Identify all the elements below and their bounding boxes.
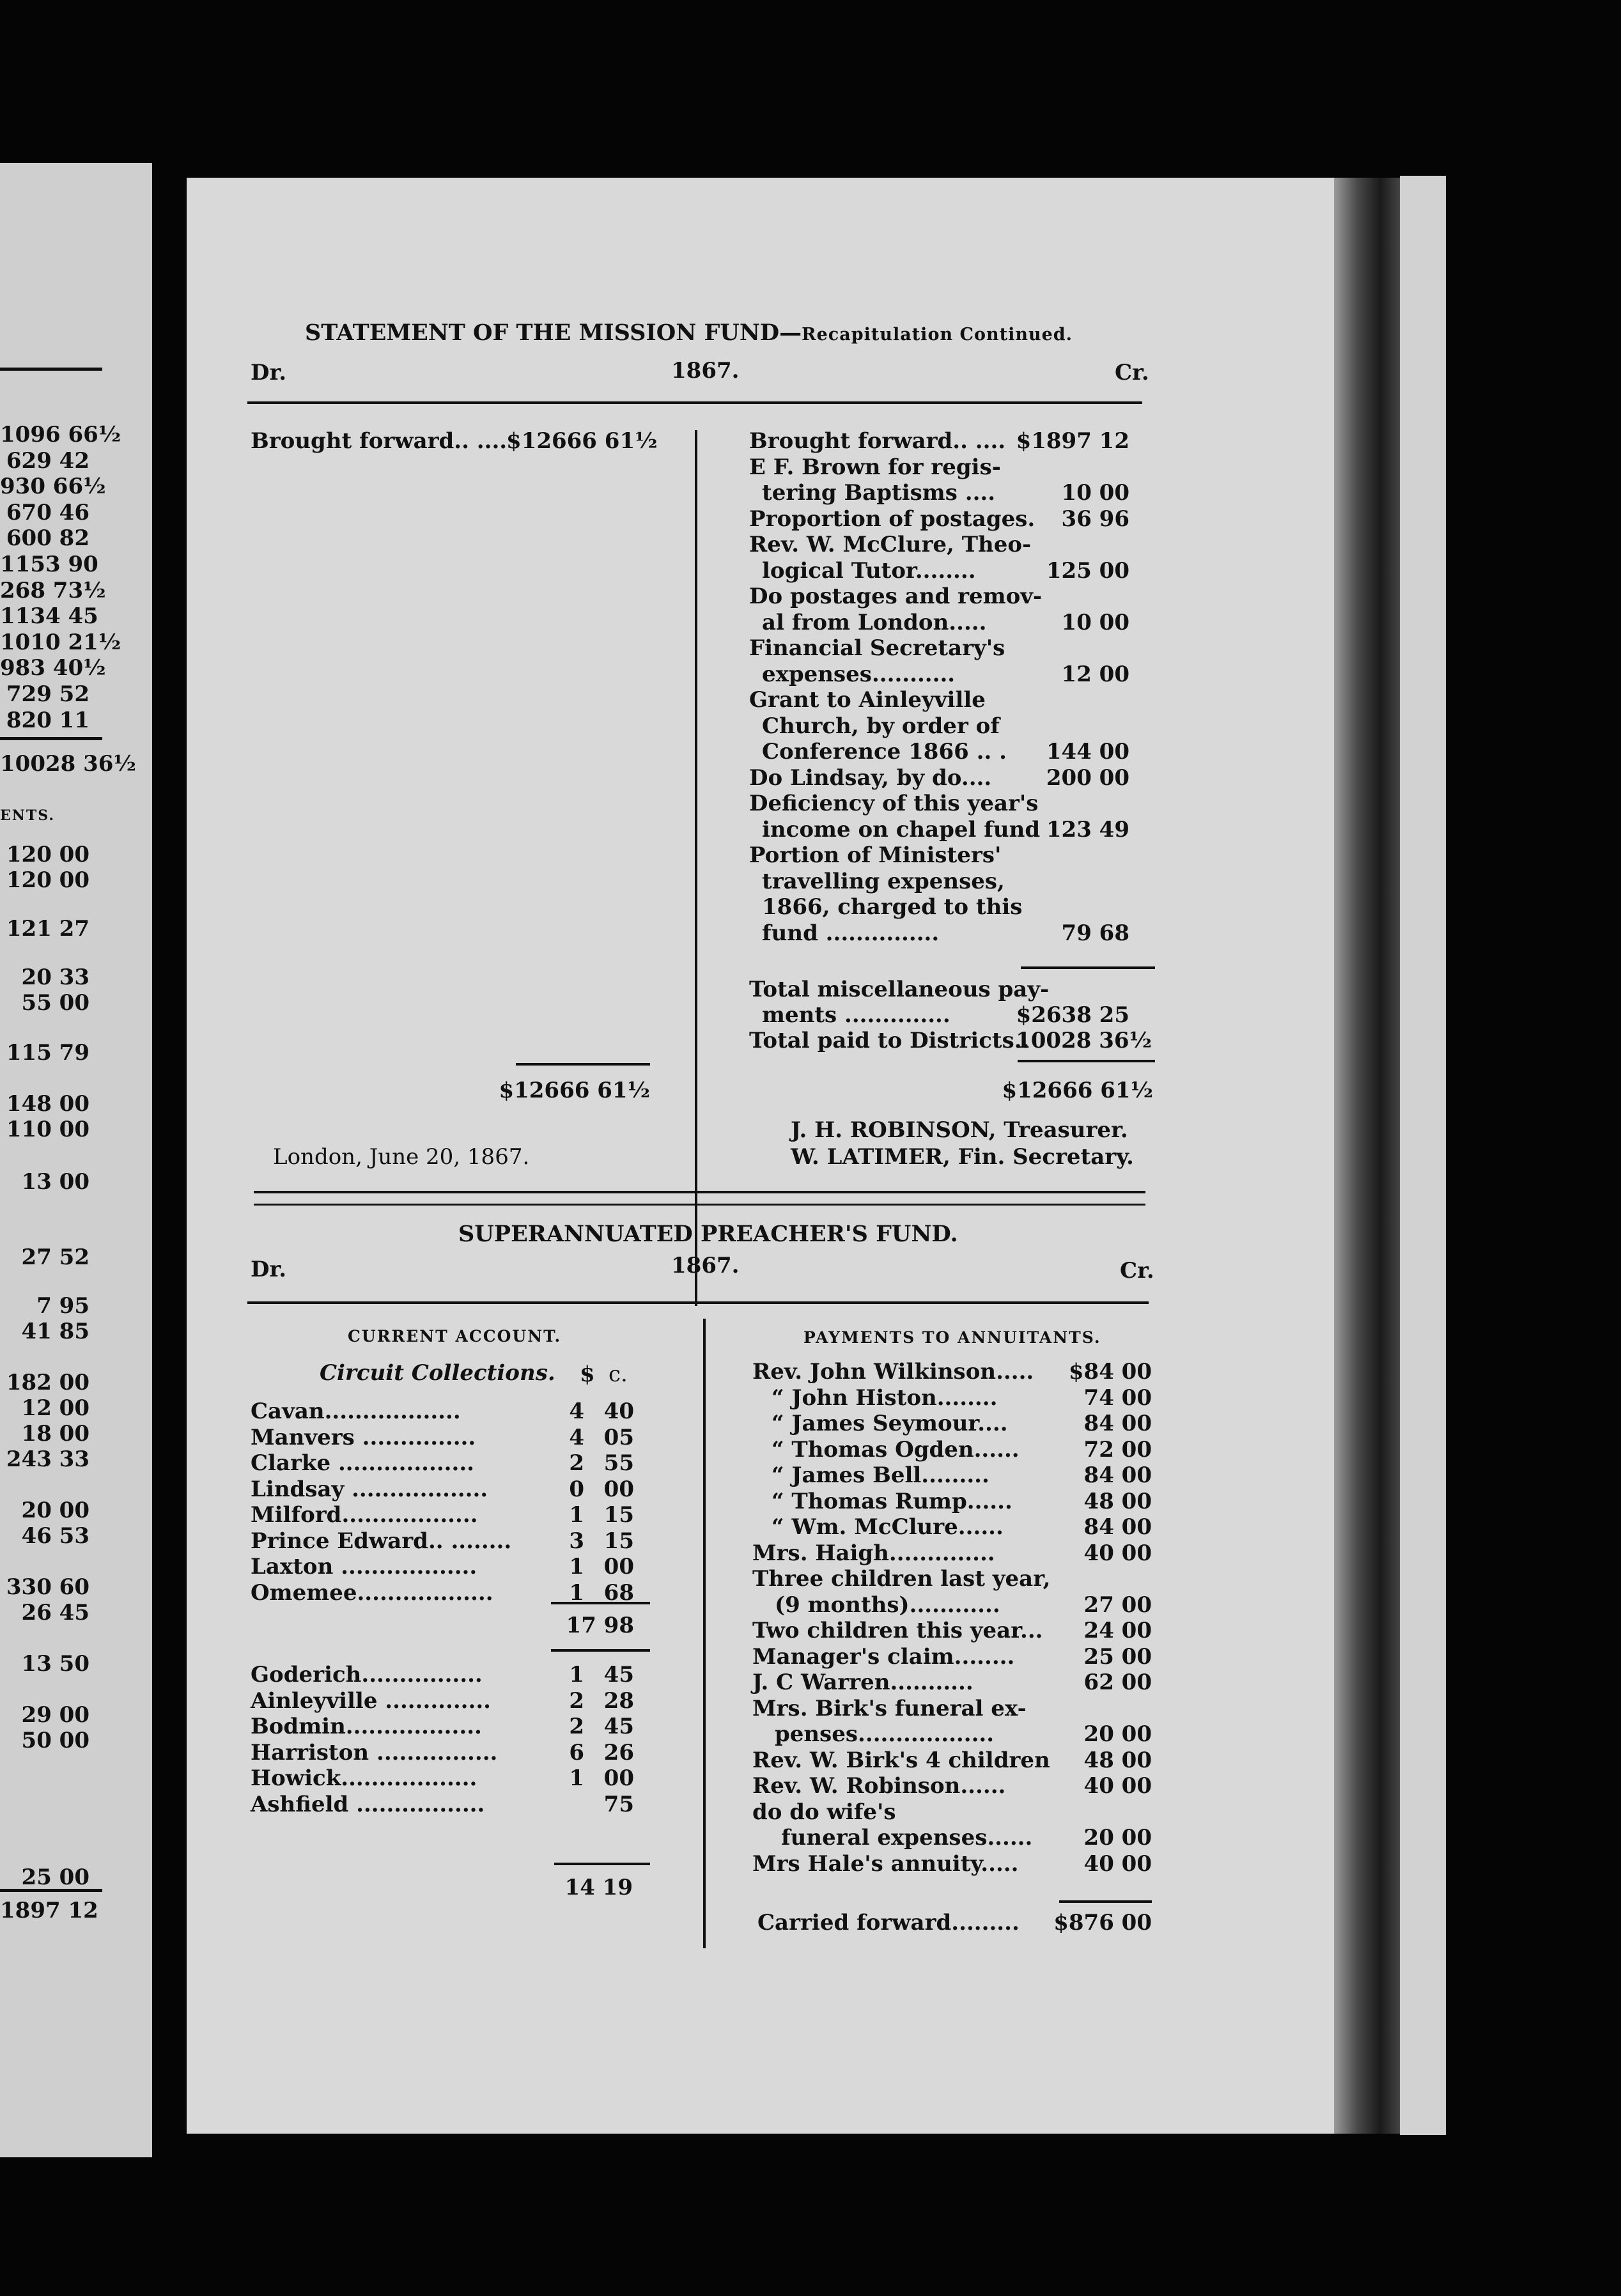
- mission-row-value: 12 00: [1061, 661, 1129, 687]
- total-misc-value: $2638 25: [1016, 1002, 1129, 1028]
- previous-page-strip: [0, 163, 152, 2157]
- left-value: 25 00: [21, 1865, 89, 1890]
- carried-forward-value: $876 00: [1053, 1910, 1152, 1935]
- payment-value: 20 00: [1083, 1721, 1152, 1747]
- collection-cents: 00: [603, 1765, 634, 1791]
- left-value: 600 82: [6, 525, 89, 552]
- left-value: 20 33: [21, 965, 89, 990]
- collection-dollars: 4: [569, 1424, 584, 1450]
- collection-name: Harriston ................: [251, 1739, 498, 1765]
- mission-row-text: income on chapel fund: [762, 816, 1041, 842]
- left-value: 983 40½: [0, 655, 106, 681]
- payment-text: Manager's claim........: [752, 1643, 1015, 1670]
- payment-value: 84 00: [1083, 1411, 1152, 1436]
- collection-name: Clarke ..................: [251, 1450, 475, 1476]
- collection-cents: 26: [603, 1739, 634, 1765]
- collection-name: Milford..................: [251, 1502, 478, 1528]
- left-value: 820 11: [6, 707, 89, 733]
- left-brought-forward-label: Brought forward.. ....: [251, 428, 508, 454]
- collection-dollars: 4: [569, 1399, 584, 1424]
- super-dr: Dr.: [251, 1257, 287, 1282]
- payment-text: penses..................: [775, 1721, 995, 1747]
- left-value: 120 00: [6, 842, 89, 867]
- left-value: 121 27: [6, 916, 89, 942]
- mission-row-value: $1897 12: [1016, 428, 1129, 454]
- mission-row-text: expenses...........: [762, 661, 956, 687]
- total-misc-line2: ments ..............: [762, 1002, 950, 1028]
- divider-rule: [0, 1889, 102, 1892]
- payment-value: 25 00: [1083, 1643, 1152, 1670]
- payment-text: “ Thomas Rump......: [772, 1488, 1012, 1514]
- mission-row-value: 10 00: [1061, 609, 1129, 635]
- collection-name: Bodmin..................: [251, 1714, 482, 1739]
- mission-row-text: al from London.....: [762, 609, 987, 635]
- header-rule: [247, 401, 1142, 404]
- secretary-signature: W. LATIMER, Fin. Secretary.: [791, 1144, 1134, 1170]
- left-value: 1096 66½: [0, 422, 121, 447]
- page-edge: [1334, 178, 1411, 2134]
- payment-value: 40 00: [1083, 1850, 1152, 1877]
- collection-cents: 40: [603, 1399, 634, 1424]
- payment-value: 24 00: [1083, 1618, 1152, 1643]
- payment-value: 20 00: [1083, 1825, 1152, 1850]
- header-rule: [247, 1301, 1149, 1304]
- mission-row-text: logical Tutor........: [762, 557, 976, 584]
- sum-rule: [1018, 1060, 1155, 1062]
- mission-row-text: Do Lindsay, by do....: [749, 764, 992, 791]
- mission-row-value: 79 68: [1061, 920, 1129, 946]
- collection-name: Lindsay ..................: [251, 1476, 488, 1502]
- payment-text: Mrs. Haigh..............: [752, 1540, 995, 1566]
- collection-cents: 68: [603, 1579, 634, 1606]
- left-value: 29 00: [21, 1702, 89, 1728]
- current-account-heading: CURRENT ACCOUNT.: [348, 1327, 562, 1346]
- left-value: 182 00: [6, 1370, 89, 1395]
- collection-cents: 55: [603, 1450, 634, 1476]
- divider-rule: [0, 368, 102, 371]
- column-divider: [695, 430, 697, 1306]
- mission-row-value: 123 49: [1046, 816, 1129, 842]
- payment-value: 48 00: [1083, 1747, 1152, 1773]
- left-final: 1897 12: [0, 1898, 98, 1923]
- payment-text: “ Wm. McClure......: [772, 1514, 1004, 1540]
- left-value: 629 42: [6, 447, 89, 474]
- payment-value: 40 00: [1083, 1773, 1152, 1799]
- left-value: 110 00: [6, 1117, 89, 1142]
- left-value: 55 00: [21, 990, 89, 1016]
- left-value: 268 73½: [0, 577, 106, 603]
- sum-rule: [1059, 1900, 1152, 1903]
- total-districts-label: Total paid to Districts..: [749, 1028, 1030, 1053]
- collection-cents: 00: [603, 1476, 634, 1502]
- mission-row-text: Financial Secretary's: [749, 635, 1005, 661]
- left-value: 12 00: [21, 1395, 89, 1421]
- payment-text: Rev. John Wilkinson.....: [752, 1359, 1034, 1385]
- payment-value: 40 00: [1083, 1540, 1152, 1566]
- payment-text: Mrs Hale's annuity.....: [752, 1850, 1019, 1877]
- mission-row-value: 36 96: [1061, 506, 1129, 532]
- next-page-edge: [1400, 176, 1446, 2135]
- mission-row-text: tering Baptisms ....: [762, 480, 996, 506]
- mission-title: STATEMENT OF THE MISSION FUND—Recapitulation Continued.: [305, 320, 1073, 346]
- collection-name: Ashfield .................: [251, 1791, 485, 1817]
- payment-text: Two children this year...: [752, 1618, 1043, 1643]
- mission-row-text: Deficiency of this year's: [749, 791, 1039, 816]
- left-value: 18 00: [21, 1421, 89, 1447]
- place-date: London, June 20, 1867.: [273, 1144, 530, 1170]
- payment-text: “ Thomas Ogden......: [772, 1436, 1020, 1462]
- carried-forward-label: Carried forward.........: [757, 1910, 1020, 1935]
- collection-name: Howick..................: [251, 1765, 477, 1791]
- mission-dr: Dr.: [251, 360, 287, 385]
- payment-text: Three children last year,: [752, 1566, 1051, 1592]
- payment-value: 48 00: [1083, 1488, 1152, 1514]
- total-districts-value: 10028 36½: [1016, 1028, 1152, 1053]
- collection-dollars: 0: [569, 1476, 584, 1502]
- payment-text: Rev. W. Robinson......: [752, 1773, 1006, 1799]
- mission-row-value: 144 00: [1046, 739, 1129, 764]
- payment-text: funeral expenses......: [781, 1825, 1033, 1850]
- payment-text: “ James Seymour....: [772, 1411, 1008, 1436]
- mission-row-text: Conference 1866 .. .: [762, 739, 1007, 764]
- payment-value: $84 00: [1068, 1359, 1152, 1385]
- mission-row-text: Brought forward.. ....: [749, 428, 1006, 454]
- treasurer-signature: J. H. ROBINSON, Treasurer.: [791, 1117, 1128, 1143]
- mission-row-text: Proportion of postages.: [749, 506, 1035, 532]
- left-value: 13 00: [21, 1169, 89, 1195]
- collection-name: Ainleyville ..............: [251, 1687, 492, 1714]
- left-total: $12666 61½: [499, 1078, 650, 1103]
- circuit-collections-heading: Circuit Collections.: [320, 1360, 555, 1386]
- mission-row-value: 125 00: [1046, 557, 1129, 584]
- left-value: 330 60: [6, 1574, 89, 1600]
- column-divider: [703, 1319, 706, 1948]
- total-misc-line1: Total miscellaneous pay-: [749, 977, 1050, 1002]
- section-rule: [254, 1204, 1145, 1206]
- super-cr: Cr.: [1120, 1258, 1154, 1284]
- left-value: 41 85: [21, 1319, 89, 1344]
- payment-text: “ James Bell.........: [772, 1462, 989, 1488]
- left-value: 1153 90: [0, 552, 98, 577]
- mission-row-value: 200 00: [1046, 764, 1129, 791]
- collection-dollars: 2: [569, 1687, 584, 1714]
- sum-rule: [516, 1063, 650, 1066]
- collection-name: Manvers ...............: [251, 1424, 476, 1450]
- payments-heading: PAYMENTS TO ANNUITANTS.: [803, 1328, 1101, 1347]
- left-value: 7 95: [36, 1293, 89, 1319]
- collection-dollars: 2: [569, 1714, 584, 1739]
- left-value: 930 66½: [0, 474, 106, 500]
- payment-text: (9 months)............: [775, 1592, 1000, 1618]
- ledger-page: [187, 178, 1334, 2134]
- collection-dollars: 6: [569, 1739, 584, 1765]
- left-brought-forward-value: $12666 61½: [506, 428, 658, 454]
- payment-text: Rev. W. Birk's 4 children: [752, 1747, 1050, 1773]
- collection-dollars: 1: [569, 1502, 584, 1528]
- left-value: 148 00: [6, 1091, 89, 1117]
- left-value: 670 46: [6, 499, 89, 525]
- sum-rule: [551, 1602, 650, 1604]
- mission-row-text: E F. Brown for regis-: [749, 454, 1001, 480]
- collection-dollars: 1: [569, 1554, 584, 1579]
- collection-dollars: 3: [569, 1528, 584, 1554]
- left-value: 27 52: [21, 1245, 89, 1270]
- mission-row-text: Grant to Ainleyville: [749, 687, 986, 713]
- collection-name: Omemee..................: [251, 1579, 493, 1606]
- sum-rule: [554, 1863, 650, 1865]
- collection-cents: 45: [603, 1714, 634, 1739]
- collection-cents: 00: [603, 1554, 634, 1579]
- collection-cents: 75: [603, 1791, 634, 1817]
- super-year: 1867.: [671, 1253, 740, 1278]
- section-rule: [254, 1191, 1145, 1193]
- left-value: 20 00: [21, 1498, 89, 1523]
- collection-name: Cavan..................: [251, 1399, 461, 1424]
- mission-row-text: Portion of Ministers': [749, 842, 1002, 868]
- payment-value: 72 00: [1083, 1436, 1152, 1462]
- mission-row-text: fund ...............: [762, 920, 940, 946]
- collection-dollars: 1: [569, 1662, 584, 1687]
- payment-text: “ John Histon........: [772, 1385, 998, 1411]
- mission-row-text: Rev. W. McClure, Theo-: [749, 532, 1032, 557]
- collection-cents: 15: [603, 1528, 634, 1554]
- payment-value: 84 00: [1083, 1462, 1152, 1488]
- mission-cr: Cr.: [1115, 360, 1149, 385]
- sum-rule: [551, 1649, 650, 1652]
- payment-text: J. C Warren...........: [752, 1670, 973, 1695]
- mission-year: 1867.: [671, 358, 740, 384]
- payment-value: 27 00: [1083, 1592, 1152, 1618]
- left-value: 50 00: [21, 1728, 89, 1753]
- collection-name: Laxton ..................: [251, 1554, 477, 1579]
- left-value: 729 52: [6, 681, 89, 707]
- left-heading: ENTS.: [0, 807, 56, 824]
- collection-cents: 28: [603, 1687, 634, 1714]
- collection-cents: 05: [603, 1424, 634, 1450]
- collection-dollars: 1: [569, 1765, 584, 1791]
- collection-dollars: 1: [569, 1579, 584, 1606]
- mission-row-text: Church, by order of: [762, 713, 1000, 739]
- mission-row-text: Do postages and remov-: [749, 584, 1043, 609]
- collection-dollars: 2: [569, 1450, 584, 1476]
- payment-text: do do wife's: [752, 1799, 896, 1825]
- left-value: 115 79: [6, 1040, 89, 1066]
- superannuated-title: SUPERANNUATED PREACHER'S FUND.: [458, 1221, 958, 1247]
- divider-rule: [0, 737, 102, 740]
- left-value: 1010 21½: [0, 629, 121, 655]
- left-value: 26 45: [21, 1600, 89, 1625]
- mission-row-text: travelling expenses,: [762, 868, 1005, 894]
- left-value: 13 50: [21, 1651, 89, 1677]
- mission-row-value: 10 00: [1061, 480, 1129, 506]
- payment-value: 74 00: [1083, 1385, 1152, 1411]
- dollars-col-head: $: [580, 1361, 595, 1387]
- left-value: 243 33: [6, 1447, 89, 1472]
- cents-col-head: c.: [609, 1361, 628, 1387]
- payment-value: 84 00: [1083, 1514, 1152, 1540]
- payment-text: Mrs. Birk's funeral ex-: [752, 1695, 1027, 1721]
- subtotal-b: 14 19: [564, 1875, 633, 1900]
- left-total: 10028 36½: [0, 751, 136, 777]
- left-value: 1134 45: [0, 603, 98, 630]
- left-value: 46 53: [21, 1523, 89, 1549]
- left-value: 120 00: [6, 867, 89, 893]
- collection-name: Prince Edward.. ........: [251, 1528, 512, 1554]
- collection-cents: 45: [603, 1662, 634, 1687]
- mission-grand-total: $12666 61½: [1002, 1078, 1153, 1103]
- subtotal-a: 17 98: [566, 1613, 634, 1638]
- collection-cents: 15: [603, 1502, 634, 1528]
- payment-value: 62 00: [1083, 1670, 1152, 1695]
- sum-rule: [1021, 966, 1155, 969]
- collection-name: Goderich................: [251, 1662, 483, 1687]
- mission-row-text: 1866, charged to this: [762, 894, 1023, 920]
